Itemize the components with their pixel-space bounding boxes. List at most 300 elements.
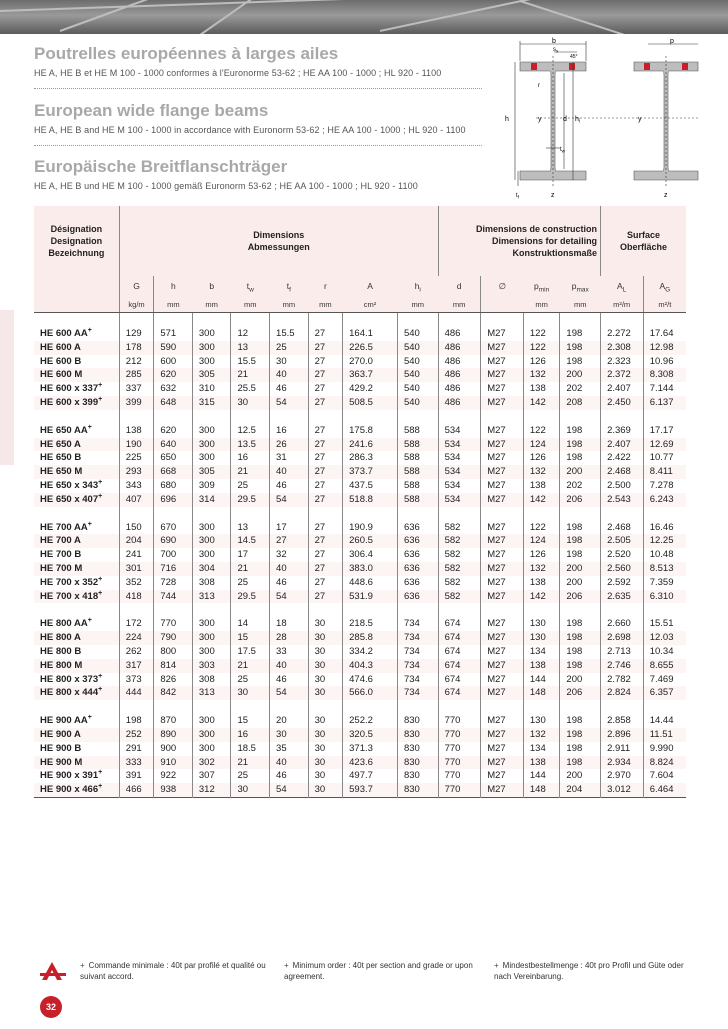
table-cell: 12.5: [231, 424, 270, 438]
table-cell: 27: [308, 521, 343, 535]
table-cell: 2.372: [601, 368, 644, 382]
table-cell: 218.5: [343, 617, 398, 631]
profile-designation: HE 600 x 399+: [34, 396, 119, 410]
table-cell: 310: [192, 382, 231, 396]
table-cell: 620: [154, 424, 193, 438]
divider: [34, 145, 482, 147]
table-cell: 124: [523, 534, 560, 548]
table-cell: 728: [154, 576, 193, 590]
table-cell: 648: [154, 396, 193, 410]
table-cell: 40: [270, 659, 309, 673]
column-symbol: $t_f$: [270, 276, 309, 296]
table-cell: 2.970: [601, 769, 644, 783]
column-unit: mm: [438, 296, 481, 313]
table-cell: 134: [523, 742, 560, 756]
table-cell: 30: [308, 673, 343, 687]
table-row: [34, 756, 686, 770]
table-cell: 2.713: [601, 645, 644, 659]
table-cell: 636: [397, 562, 438, 576]
table-cell: M27: [481, 783, 524, 797]
table-cell: 198: [560, 327, 601, 341]
table-cell: 30: [308, 645, 343, 659]
table-cell: 313: [192, 686, 231, 700]
table-cell: 540: [397, 355, 438, 369]
table-cell: 7.278: [649, 479, 674, 491]
table-cell: 46: [270, 382, 309, 396]
table-cell: M27: [481, 617, 524, 631]
table-cell: 25: [231, 673, 270, 687]
table-cell: 40: [270, 368, 309, 382]
table-cell: 32: [270, 548, 309, 562]
table-row: [34, 548, 686, 562]
table-cell: 14.44: [649, 715, 674, 727]
table-cell: 130: [523, 631, 560, 645]
table-cell: 122: [523, 327, 560, 341]
table-cell: 2.911: [601, 742, 644, 756]
table-cell: 10.77: [649, 452, 674, 464]
table-cell: 674: [438, 659, 481, 673]
table-cell: 391: [119, 769, 154, 783]
table-cell: 175.8: [343, 424, 398, 438]
table-cell: M27: [481, 576, 524, 590]
table-row: [34, 714, 686, 728]
table-cell: 7.359: [649, 576, 674, 588]
column-unit: mm: [192, 296, 231, 313]
table-cell: 204: [560, 783, 601, 797]
table-cell: 770: [438, 742, 481, 756]
group-spacer: [34, 700, 686, 714]
table-cell: 300: [192, 534, 231, 548]
column-unit: mm: [270, 296, 309, 313]
table-cell: 27: [308, 368, 343, 382]
table-cell: 800: [154, 645, 193, 659]
table-cell: 138: [523, 382, 560, 396]
table-cell: 2.635: [601, 590, 644, 604]
table-cell: M27: [481, 659, 524, 673]
profile-designation: HE 800 x 373+: [34, 673, 119, 687]
table-cell: 770: [438, 783, 481, 797]
table-cell: 2.272: [601, 327, 644, 341]
table-cell: 29.5: [231, 590, 270, 604]
column-unit: mm: [397, 296, 438, 313]
table-cell: 54: [270, 590, 309, 604]
table-cell: 142: [523, 396, 560, 410]
table-cell: 674: [438, 673, 481, 687]
table-cell: 320.5: [343, 728, 398, 742]
table-cell: 582: [438, 576, 481, 590]
table-cell: 315: [192, 396, 231, 410]
table-cell: 25: [270, 341, 309, 355]
table-cell: 31: [270, 451, 309, 465]
table-cell: 17: [231, 548, 270, 562]
table-cell: 640: [154, 438, 193, 452]
table-row: [34, 327, 686, 341]
table-cell: M27: [481, 451, 524, 465]
table-cell: M27: [481, 368, 524, 382]
column-unit: mm: [154, 296, 193, 313]
svg-text:z: z: [664, 192, 668, 199]
table-cell: 620: [154, 368, 193, 382]
table-cell: 534: [438, 424, 481, 438]
profile-designation: HE 650 B: [34, 451, 119, 465]
table-row: [34, 590, 686, 604]
table-cell: 138: [119, 424, 154, 438]
group-spacer: [34, 313, 686, 328]
table-cell: M27: [481, 728, 524, 742]
table-cell: 30: [308, 617, 343, 631]
table-cell: 582: [438, 590, 481, 604]
table-cell: 200: [560, 368, 601, 382]
column-symbol: b: [192, 276, 231, 296]
table-cell: 636: [397, 548, 438, 562]
table-cell: 343: [119, 479, 154, 493]
table-cell: M27: [481, 645, 524, 659]
svg-text:ss: $s_s$: [553, 47, 559, 54]
table-cell: 300: [192, 714, 231, 728]
table-cell: 27: [270, 534, 309, 548]
table-cell: 30: [308, 742, 343, 756]
table-cell: 716: [154, 562, 193, 576]
table-cell: 300: [192, 341, 231, 355]
table-cell: 30: [308, 728, 343, 742]
table-row: [34, 562, 686, 576]
title-en: European wide flange beams: [34, 101, 269, 120]
column-unit: [481, 296, 524, 313]
table-cell: 6.310: [643, 590, 686, 604]
table-cell: 138: [523, 576, 560, 590]
table-cell: 204: [119, 534, 154, 548]
table-cell: 534: [438, 451, 481, 465]
table-cell: 312: [192, 783, 231, 797]
table-cell: 302: [192, 756, 231, 770]
table-cell: 6.464: [643, 783, 686, 797]
table-cell: 198: [560, 534, 601, 548]
table-cell: 600: [154, 355, 193, 369]
table-cell: 744: [154, 590, 193, 604]
table-cell: 540: [397, 327, 438, 341]
table-cell: 486: [438, 368, 481, 382]
table-cell: 2.500: [601, 479, 644, 493]
table-cell: 16: [270, 424, 309, 438]
subtitle-de: HE A, HE B und HE M 100 - 1000 gemäß Euronorm 53-62 ; HE AA 100 - 1000 ; HL 920 - 1100: [34, 181, 418, 191]
column-unit: mm: [523, 296, 560, 313]
column-symbol: $A_G$: [643, 276, 686, 296]
table-row: [34, 534, 686, 548]
svg-text:45°: 45°: [570, 54, 578, 60]
profile-designation: HE 800 M: [34, 659, 119, 673]
table-cell: 200: [560, 673, 601, 687]
profile-designation: HE 600 x 337+: [34, 382, 119, 396]
table-cell: 132: [523, 562, 560, 576]
table-cell: 770: [438, 714, 481, 728]
table-cell: 27: [308, 493, 343, 507]
table-cell: 910: [154, 756, 193, 770]
table-cell: 13: [231, 341, 270, 355]
profile-designation: HE 650 AA+: [34, 424, 119, 438]
table-cell: 286.3: [343, 451, 398, 465]
table-cell: 12.69: [643, 438, 686, 452]
table-cell: 212: [119, 355, 154, 369]
table-cell: 307: [192, 769, 231, 783]
table-cell: 13: [231, 521, 270, 535]
table-cell: 2.323: [601, 355, 644, 369]
column-symbol: A: [343, 276, 398, 296]
table-cell: 534: [438, 438, 481, 452]
table-cell: 10.34: [649, 645, 674, 657]
table-cell: 3.012: [601, 783, 644, 797]
table-cell: 130: [523, 714, 560, 728]
table-cell: M27: [481, 424, 524, 438]
group-spacer: [34, 603, 686, 617]
table-cell: 2.824: [601, 686, 644, 700]
table-cell: 30: [231, 686, 270, 700]
footnote-fr: + Commande minimale : 40t par profilé et qualité ou suivant accord.: [80, 961, 266, 981]
table-cell: 636: [397, 521, 438, 535]
table-cell: 10.96: [649, 355, 674, 367]
table-cell: 300: [192, 645, 231, 659]
table-cell: 582: [438, 534, 481, 548]
table-cell: 2.592: [601, 576, 644, 590]
table-cell: 198: [560, 341, 601, 355]
table-cell: M27: [481, 341, 524, 355]
table-cell: 2.858: [601, 714, 644, 728]
table-cell: 486: [438, 396, 481, 410]
table-cell: 371.3: [343, 742, 398, 756]
table-cell: 2.450: [601, 396, 644, 410]
table-cell: 7.604: [649, 770, 674, 782]
table-cell: 770: [438, 756, 481, 770]
table-cell: 304: [192, 562, 231, 576]
profile-designation: HE 700 x 418+: [34, 590, 119, 604]
table-cell: 770: [438, 769, 481, 783]
table-cell: 531.9: [343, 590, 398, 604]
table-cell: 198: [560, 438, 601, 452]
table-cell: 826: [154, 673, 193, 687]
table-cell: M27: [481, 673, 524, 687]
table-cell: 30: [270, 728, 309, 742]
column-symbol: $t_w$: [231, 276, 270, 296]
table-cell: 241.6: [343, 438, 398, 452]
table-row: [34, 382, 686, 396]
table-cell: 399: [119, 396, 154, 410]
column-unit: mm: [560, 296, 601, 313]
table-cell: 518.8: [343, 493, 398, 507]
table-cell: 770: [438, 728, 481, 742]
table-cell: 373.7: [343, 465, 398, 479]
table-cell: 566.0: [343, 686, 398, 700]
table-cell: 126: [523, 451, 560, 465]
table-cell: 18.5: [231, 742, 270, 756]
table-cell: 2.505: [601, 534, 644, 548]
table-cell: 124: [523, 438, 560, 452]
table-cell: 12.03: [643, 631, 686, 645]
table-cell: M27: [481, 714, 524, 728]
subtitle-en: HE A, HE B and HE M 100 - 1000 in accordance with Euronorm 53-62 ; HE AA 100 - 1000 ; HL 920 - 1100: [34, 125, 466, 135]
table-cell: 534: [438, 465, 481, 479]
table-cell: 305: [192, 368, 231, 382]
table-cell: M27: [481, 769, 524, 783]
table-cell: 27: [308, 562, 343, 576]
table-row: [34, 521, 686, 535]
table-cell: M27: [481, 382, 524, 396]
table-cell: 534: [438, 479, 481, 493]
table-cell: 142: [523, 590, 560, 604]
svg-text:tf: $t_f$: [516, 193, 519, 200]
table-cell: 508.5: [343, 396, 398, 410]
table-cell: M27: [481, 548, 524, 562]
table-cell: 150: [119, 521, 154, 535]
table-cell: 534: [438, 493, 481, 507]
column-unit: m²/m: [601, 296, 644, 313]
header-designation: Désignation Designation Bezeichnung: [34, 206, 119, 276]
table-cell: 198: [560, 728, 601, 742]
table-cell: 9.990: [649, 742, 674, 754]
table-cell: 636: [397, 576, 438, 590]
table-cell: 25: [231, 479, 270, 493]
table-row: [34, 479, 686, 493]
table-cell: 27: [308, 534, 343, 548]
table-cell: 138: [523, 659, 560, 673]
table-cell: 300: [192, 617, 231, 631]
column-units-row: [34, 296, 686, 313]
table-cell: 486: [438, 341, 481, 355]
table-cell: 54: [270, 396, 309, 410]
table-cell: 17.64: [649, 328, 674, 339]
table-cell: 300: [192, 548, 231, 562]
footnote-de: + Mindestbestellmenge : 40t pro Profil und Güte oder nach Vereinbarung.: [494, 961, 684, 981]
table-cell: 130: [523, 617, 560, 631]
header-dimensions: Dimensions Abmessungen: [119, 206, 438, 276]
table-cell: 770: [154, 617, 193, 631]
table-cell: 590: [154, 341, 193, 355]
footnote-en: + Minimum order : 40t per section and grade or upon agreement.: [284, 961, 473, 981]
table-cell: 474.6: [343, 673, 398, 687]
table-cell: 291: [119, 742, 154, 756]
table-cell: 30: [308, 756, 343, 770]
table-cell: 734: [397, 631, 438, 645]
table-cell: 148: [523, 783, 560, 797]
profile-designation: HE 650 x 343+: [34, 479, 119, 493]
table-cell: 300: [192, 631, 231, 645]
profile-designation: HE 700 M: [34, 562, 119, 576]
table-cell: 12.98: [643, 341, 686, 355]
table-cell: 129: [119, 327, 154, 341]
table-cell: 309: [192, 479, 231, 493]
divider: [34, 88, 482, 90]
table-cell: 200: [560, 769, 601, 783]
page-number: 32: [40, 996, 62, 1018]
table-cell: 252: [119, 728, 154, 742]
table-cell: 54: [270, 493, 309, 507]
table-cell: 300: [192, 355, 231, 369]
table-cell: 466: [119, 783, 154, 797]
profile-designation: HE 900 M: [34, 756, 119, 770]
table-cell: 540: [397, 368, 438, 382]
table-cell: 30: [231, 396, 270, 410]
table-cell: 21: [231, 562, 270, 576]
table-cell: 680: [154, 479, 193, 493]
table-cell: 16.46: [649, 521, 674, 533]
header-banner-photo: [0, 0, 728, 34]
table-cell: 126: [523, 355, 560, 369]
table-cell: 429.2: [343, 382, 398, 396]
table-cell: 448.6: [343, 576, 398, 590]
table-cell: 696: [154, 493, 193, 507]
header-construction: Dimensions de construction Dimensions for detailing Konstruktionsmaße: [438, 206, 600, 276]
table-cell: 11.51: [643, 728, 686, 742]
column-symbol: ∅: [481, 276, 524, 296]
table-cell: 200: [560, 465, 601, 479]
table-cell: 15: [231, 631, 270, 645]
table-cell: 2.896: [601, 728, 644, 742]
table-cell: 17.17: [649, 424, 674, 436]
table-cell: 486: [438, 327, 481, 341]
table-cell: M27: [481, 631, 524, 645]
table-cell: 593.7: [343, 783, 398, 797]
table-row: [34, 686, 686, 700]
table-cell: 206: [560, 493, 601, 507]
table-cell: M27: [481, 479, 524, 493]
table-cell: 2.369: [601, 424, 644, 438]
column-symbol: $h_i$: [397, 276, 438, 296]
table-cell: 27: [308, 327, 343, 341]
table-cell: 308: [192, 576, 231, 590]
table-cell: 2.698: [601, 631, 644, 645]
column-unit: mm: [308, 296, 343, 313]
table-cell: 588: [397, 479, 438, 493]
table-cell: 29.5: [231, 493, 270, 507]
table-cell: 373: [119, 673, 154, 687]
table-cell: 27: [308, 548, 343, 562]
table-cell: M27: [481, 756, 524, 770]
table-row: [34, 742, 686, 756]
table-row: [34, 645, 686, 659]
table-cell: 418: [119, 590, 154, 604]
table-cell: 54: [270, 783, 309, 797]
table-cell: 148: [523, 686, 560, 700]
column-symbol: G: [119, 276, 154, 296]
profile-designation: HE 900 A: [34, 728, 119, 742]
column-symbol: $p_{min}$: [523, 276, 560, 296]
table-cell: 8.513: [643, 562, 686, 576]
table-cell: 208: [560, 396, 601, 410]
table-cell: 540: [397, 382, 438, 396]
table-row: [34, 769, 686, 783]
table-cell: 2.308: [601, 341, 644, 355]
table-cell: 2.782: [601, 673, 644, 687]
table-cell: 26: [270, 438, 309, 452]
table-cell: 202: [560, 382, 601, 396]
table-cell: 30: [231, 783, 270, 797]
table-cell: 142: [523, 493, 560, 507]
table-cell: 25.5: [231, 382, 270, 396]
table-cell: 6.137: [643, 396, 686, 410]
table-cell: 206: [560, 590, 601, 604]
table-bottom-rule: [34, 797, 686, 799]
table-cell: 632: [154, 382, 193, 396]
table-row: [34, 673, 686, 687]
table-row: [34, 631, 686, 645]
subtitle-fr: HE A, HE B et HE M 100 - 1000 conformes à l'Euronorme 53-62 ; HE AA 100 - 1000 ; HL 920 - 1100: [34, 68, 442, 78]
table-cell: 582: [438, 562, 481, 576]
table-cell: 15.51: [649, 618, 674, 630]
table-cell: 25: [231, 576, 270, 590]
table-row: [34, 424, 686, 438]
table-cell: 540: [397, 396, 438, 410]
table-cell: 14: [231, 617, 270, 631]
table-cell: 198: [560, 424, 601, 438]
table-cell: 588: [397, 465, 438, 479]
